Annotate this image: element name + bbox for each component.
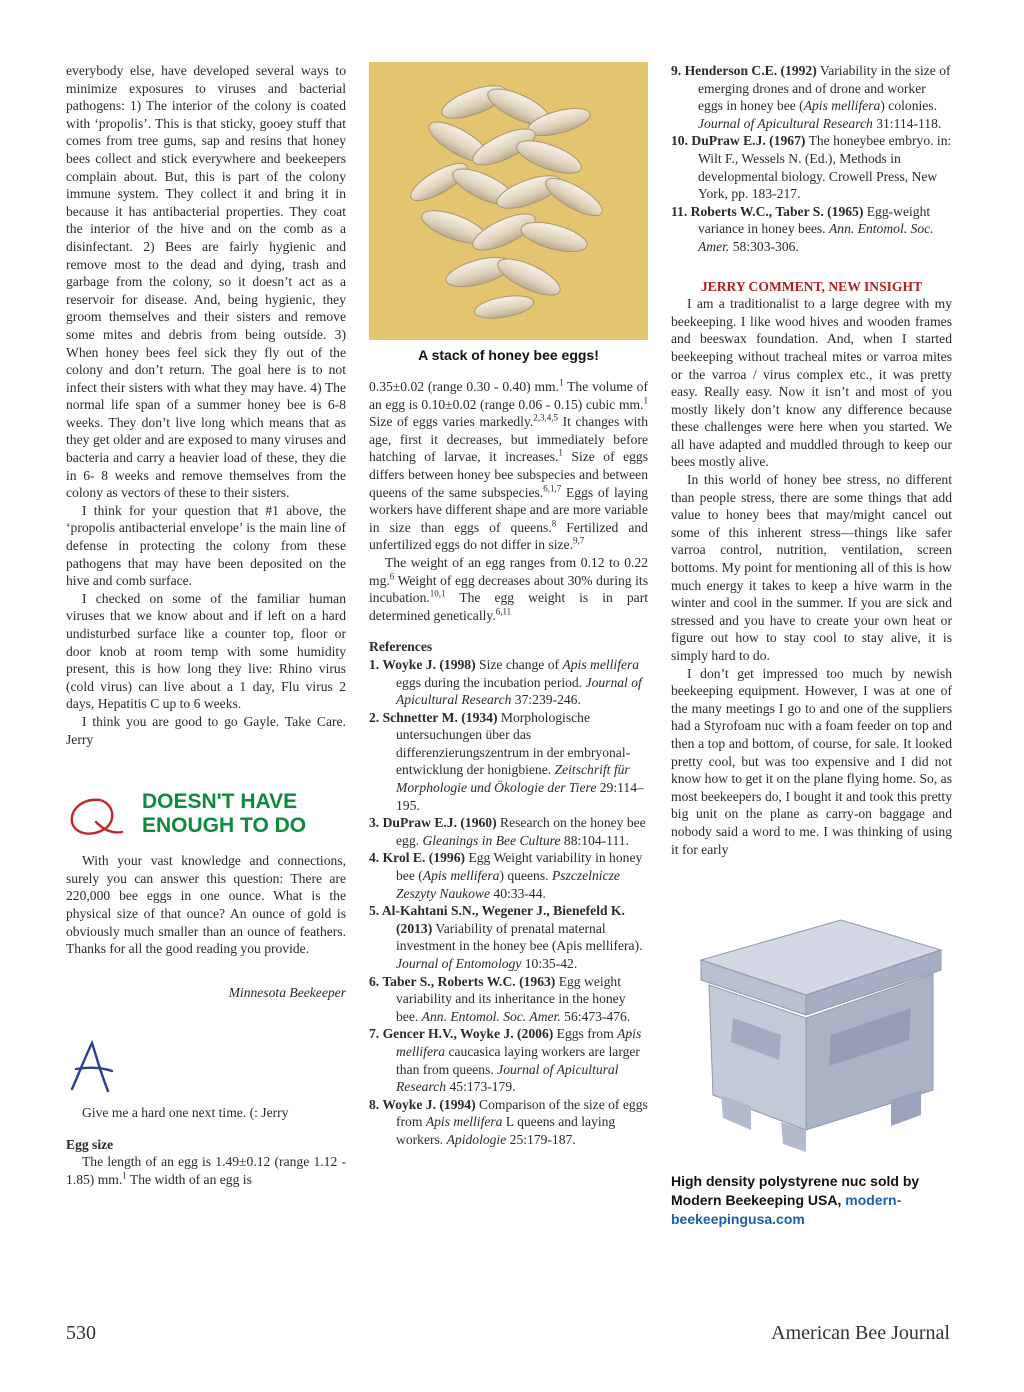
italic-text: Ann. Entomol. Soc. Amer. <box>421 1008 561 1024</box>
text-run: Size change of <box>475 656 563 672</box>
italic-text: Apis mellifera <box>803 98 881 114</box>
column-middle <box>369 62 648 1149</box>
column-left <box>66 62 346 1188</box>
reference-author: 3. DuPraw E.J. (1960) <box>369 815 497 831</box>
answer-a-icon <box>66 1037 126 1097</box>
text-run: It changes with age, first it decreases, but immediately before hatching of larvae, it increases. <box>369 414 648 465</box>
text-run: Variability in the size of emerging drones and of drone and worker eggs in honey bee ( <box>698 63 951 114</box>
egg-size-paragraph <box>66 1153 346 1188</box>
italic-text: Gleanings in Bee Culture <box>422 832 561 848</box>
text-run: Morphologische untersuchungen über das differenzierungszentrum in der embryonal-entwicklung der honigbiene. <box>396 709 631 778</box>
reference-author: 7. Gencer H.V., Woyke J. (2006) <box>369 1026 554 1042</box>
references-heading: References <box>369 639 433 655</box>
reference-author: 4. Krol E. (1996) <box>369 850 466 866</box>
references-list <box>369 656 648 1149</box>
reference-author: 11. Roberts W.C., Taber S. (1965) <box>671 203 864 219</box>
nuc-box-illustration <box>671 890 952 1166</box>
text-run: 10:35-42. <box>521 956 578 971</box>
text-run: The volume of an egg is 0.10±0.02 (range 0.06 - 0.15) cubic mm. <box>369 379 648 412</box>
comment-paragraph: I am a traditionalist to a large degree with my beekeeping. I like wood hives and wooden frames and beeswax foundation. And, when I started beekeeping without tracheal mites or varroa mites or the varroa / virus complex etc., it was pretty easy. Really easy. Now it isn’t and most of you mostly likely don’t know any difference because these challenges were here when you started. We all have adapted and muddled through to keep our bees mostly alive. <box>671 296 952 470</box>
egg-body-paragraph <box>369 554 648 624</box>
egg-size-heading: Egg size <box>66 1136 114 1152</box>
text-run: 40:33-44. <box>490 885 546 901</box>
references-list-continued <box>671 62 952 256</box>
text-run: Fertilized and unfertilized eggs do not differ in size. <box>369 519 648 553</box>
reference-item <box>369 814 648 849</box>
polystyrene-nuc-photo <box>671 890 952 1166</box>
honey-bee-eggs-photo <box>369 62 648 340</box>
photo-caption: A stack of honey bee eggs! <box>418 347 599 363</box>
nuc-caption <box>671 1172 952 1229</box>
question-title-line: ENOUGH TO DO <box>142 814 307 838</box>
citation: 2,3,4,5 <box>533 412 559 423</box>
reference-item <box>369 1096 648 1149</box>
reference-author: 5. Al-Kahtani S.N., Wegener J., Bienefeld K. (2013) <box>369 903 625 936</box>
question-title-line: DOESN'T HAVE <box>142 790 298 814</box>
text-run: The honeybee embryo. in: Wilt F., Wessels N. (Ed.), Methods in developmental biology. Crowell Press, New York, pp. 183-217. <box>698 133 952 202</box>
reference-item <box>369 849 648 902</box>
text-run: 37:239-246. <box>511 692 581 708</box>
text-run: Weight of egg decreases about 30% during its incubation. <box>369 572 648 606</box>
text-run: Egg Weight variability in honey bee ( <box>396 850 643 884</box>
citation: 1 <box>122 1170 127 1181</box>
italic-text: Journal of Entomology <box>396 956 522 971</box>
text-run: eggs during the incubation period. <box>396 674 586 690</box>
journal-name: American Bee Journal <box>771 1322 950 1344</box>
reference-item <box>671 203 952 256</box>
reference-item <box>369 902 648 972</box>
text-run: ) queens. <box>499 868 552 884</box>
citation: 1 <box>559 377 564 388</box>
italic-text: Journal of Apicultural Research <box>396 674 642 708</box>
reference-author: 6. Taber S., Roberts W.C. (1963) <box>369 973 556 989</box>
body-paragraph: everybody else, have developed several ways to minimize exposures to viruses and bacterial pathogens: 1) The interior of the colony is coated with ‘propolis’. This is that sticky, gooey stuff that comes from tree gums, sap and resins that honey bees collect and stick everywhere and beekeepers complain about. But, this is part of the colony immune system. They collect it and bring it in because it has antibacterial properties. They coat the interior of the hive and on the comb as a disinfectant. 2) Bees are fairly hygienic and remove most to the dead and dying, trash and garbage from the colony, so it doesn’t act as a reservoir for disease. And, being hygienic, they groom themselves and their sisters and remove some mites and debris from being outside. 3) When honey bees feel sick they fly out of the colony and don’t return. The goal here is to not infect their sisters with what they may have. 4) The normal life span of a summer honey bee is 6-8 weeks. They don’t live long which means that as they get older and are exposed to many viruses and bacteria and carry a heavier load of these, they die in 6- 8 weeks and remove themselves from the colony as vectors of these to their sisters. <box>66 63 346 501</box>
text-run: Egg-weight variance in honey bees. <box>698 203 931 237</box>
eggs-illustration <box>369 62 648 340</box>
citation: 1 <box>643 395 648 406</box>
citation: 9,7 <box>572 535 585 546</box>
italic-text: Apis mellifera <box>562 656 640 672</box>
body-paragraph: I checked on some of the familiar human viruses that we know about and if left on a hard undisturbed surface like a counter top, floor or door knob at room temp with some humidity present, this is how long they live: Rhino virus (cold virus) can live about a 1 day, Flu virus 2 days, Hepatitis C up to 6 weeks. <box>66 590 346 712</box>
comment-paragraph: In this world of honey bee stress, no different than people stress, there are some things that add value to honey bees that may/might cancel out some of this inherent stress—things like safer varroa control, nutrition, ventilation, screen bottoms. My point for mentioning all of this is how much energy it takes to keep a hive warm in the winter and cool in the summer. If you are sick and stressed and you have to create your own heat or figure out how to stay cool to stay alive, it is simply hard to do. <box>671 472 952 663</box>
reference-author: 9. Henderson C.E. (1992) <box>671 63 817 78</box>
text-run: The weight of an egg ranges from 0.12 to 0.22 mg. <box>369 554 648 588</box>
text-run: 0.35±0.02 (range 0.30 - 0.40) mm. <box>369 379 560 394</box>
text-run: The egg weight is in part determined genetically. <box>369 590 648 623</box>
reference-item <box>369 1025 648 1095</box>
text-run: 45:173-179. <box>446 1079 516 1095</box>
reference-item <box>369 709 648 815</box>
nuc-caption-link[interactable]: modern-beekeepingusa.com <box>671 1192 902 1228</box>
italic-text: Apidologie <box>446 1131 507 1147</box>
text-run: Size of eggs differs between honey bee subspecies and between queens of the same subspecies. <box>369 449 649 500</box>
comment-heading: JERRY COMMENT, NEW INSIGHT <box>700 278 923 294</box>
citation: 8 <box>551 518 557 529</box>
text-run: Egg weight variability and its inheritance in the honey bee. <box>396 973 626 1024</box>
text-run: Research on the honey bee egg. <box>396 815 646 848</box>
question-header <box>66 790 346 852</box>
body-paragraph: I think for your question that #1 above, the ‘propolis antibacterial envelope’ is the main line of defense in protecting the colony from these pathogens that may have been deposited on the hive and comb surface. <box>66 502 346 589</box>
body-paragraph: I think you are good to go Gayle. Take Care. Jerry <box>66 713 346 747</box>
reference-author: 1. Woyke J. (1998) <box>369 656 476 672</box>
italic-text: Journal of Apicultural Research <box>396 1061 619 1095</box>
text-run: 31:114-118. <box>872 115 942 131</box>
reference-item <box>671 132 952 202</box>
page-number: 530 <box>66 1322 96 1344</box>
text-run: Eggs of laying workers have different shape and are more variable in size than eggs of queens. <box>369 484 649 535</box>
question-title <box>142 790 306 838</box>
reference-item <box>369 973 648 1026</box>
text-run: L queens and laying workers. <box>396 1114 616 1147</box>
column-right <box>671 62 952 1229</box>
text-run: 58:303-306. <box>729 238 799 254</box>
egg-size-text: The length of an egg is 1.49±0.12 (range 1.12 - 1.85) mm. <box>66 1154 346 1187</box>
text-run: 88:104-111. <box>560 832 629 848</box>
italic-text: Ann. Entomol. Soc. Amer. <box>698 221 934 254</box>
text-run: Variability of prenatal maternal investment in the honey bee (Apis mellifera). <box>396 920 643 954</box>
citation: 6 <box>389 571 395 581</box>
question-signature: Minnesota Beekeeper <box>228 984 346 1000</box>
text-run: ) colonies. <box>880 98 937 114</box>
citation: 1 <box>558 447 563 458</box>
italic-text: Pszczelnicze Zeszyty Naukowe <box>396 868 620 901</box>
italic-text: Apis mellifera <box>396 1026 642 1059</box>
citation: 6,1,7 <box>543 483 562 494</box>
italic-text: Zeitschrift für Morphologie und Ökologie der Tiere <box>396 762 630 796</box>
egg-size-text: The width of an egg is <box>126 1171 252 1187</box>
egg-body-paragraph <box>369 378 648 554</box>
reference-author: 2. Schnetter M. (1934) <box>369 709 498 725</box>
text-run: Comparison of the size of eggs from <box>396 1096 648 1130</box>
question-q-icon <box>66 792 126 842</box>
citation: 6,11 <box>495 606 512 617</box>
text-run: caucasica laying workers are larger than from queens. <box>396 1043 640 1077</box>
text-run: 25:179-187. <box>506 1131 576 1147</box>
italic-text: Journal of Apicultural Research <box>698 115 873 131</box>
reference-item <box>671 62 952 132</box>
nuc-caption-text: High density polystyrene nuc sold by Modern Beekeeping USA, <box>671 1173 920 1209</box>
question-text: With your vast knowledge and connections, surely you can answer this question: There are 220,000 bee eggs in one ounce. What is the physical size of that ounce? An ounce of gold is obviously much smaller than an ounce of feathers. Thanks for all the good reading you provide. <box>66 853 346 957</box>
italic-text: Apis mellifera <box>425 1114 503 1130</box>
text-run: Size of eggs varies markedly. <box>369 414 534 430</box>
text-run: 29:114–195. <box>396 780 644 813</box>
text-run: Eggs from <box>553 1026 618 1042</box>
answer-text: Give me a hard one next time. (: Jerry <box>82 1104 289 1120</box>
italic-text: Apis mellifera <box>422 868 500 884</box>
reference-author: 8. Woyke J. (1994) <box>369 1096 476 1112</box>
reference-author: 10. DuPraw E.J. (1967) <box>671 133 806 149</box>
text-run: 56:473-476. <box>560 1008 631 1024</box>
reference-item <box>369 656 648 709</box>
comment-paragraph: I don’t get impressed too much by newish beekeeping equipment. However, I was at one of the many meetings I go to and one of the suppliers had a Styrofoam nuc with a foam feeder on top and then a top and bottom, of course, for sale. It looked pretty cool, but was too expensive and I did not know how to get it on the plane flying home. So, as most beekeepers do, I bought it and took this pretty big unit on the plane as carry-on baggage and nobody said a word to me. I was thinking of using it for early <box>671 665 952 857</box>
citation: 10,1 <box>429 588 446 599</box>
